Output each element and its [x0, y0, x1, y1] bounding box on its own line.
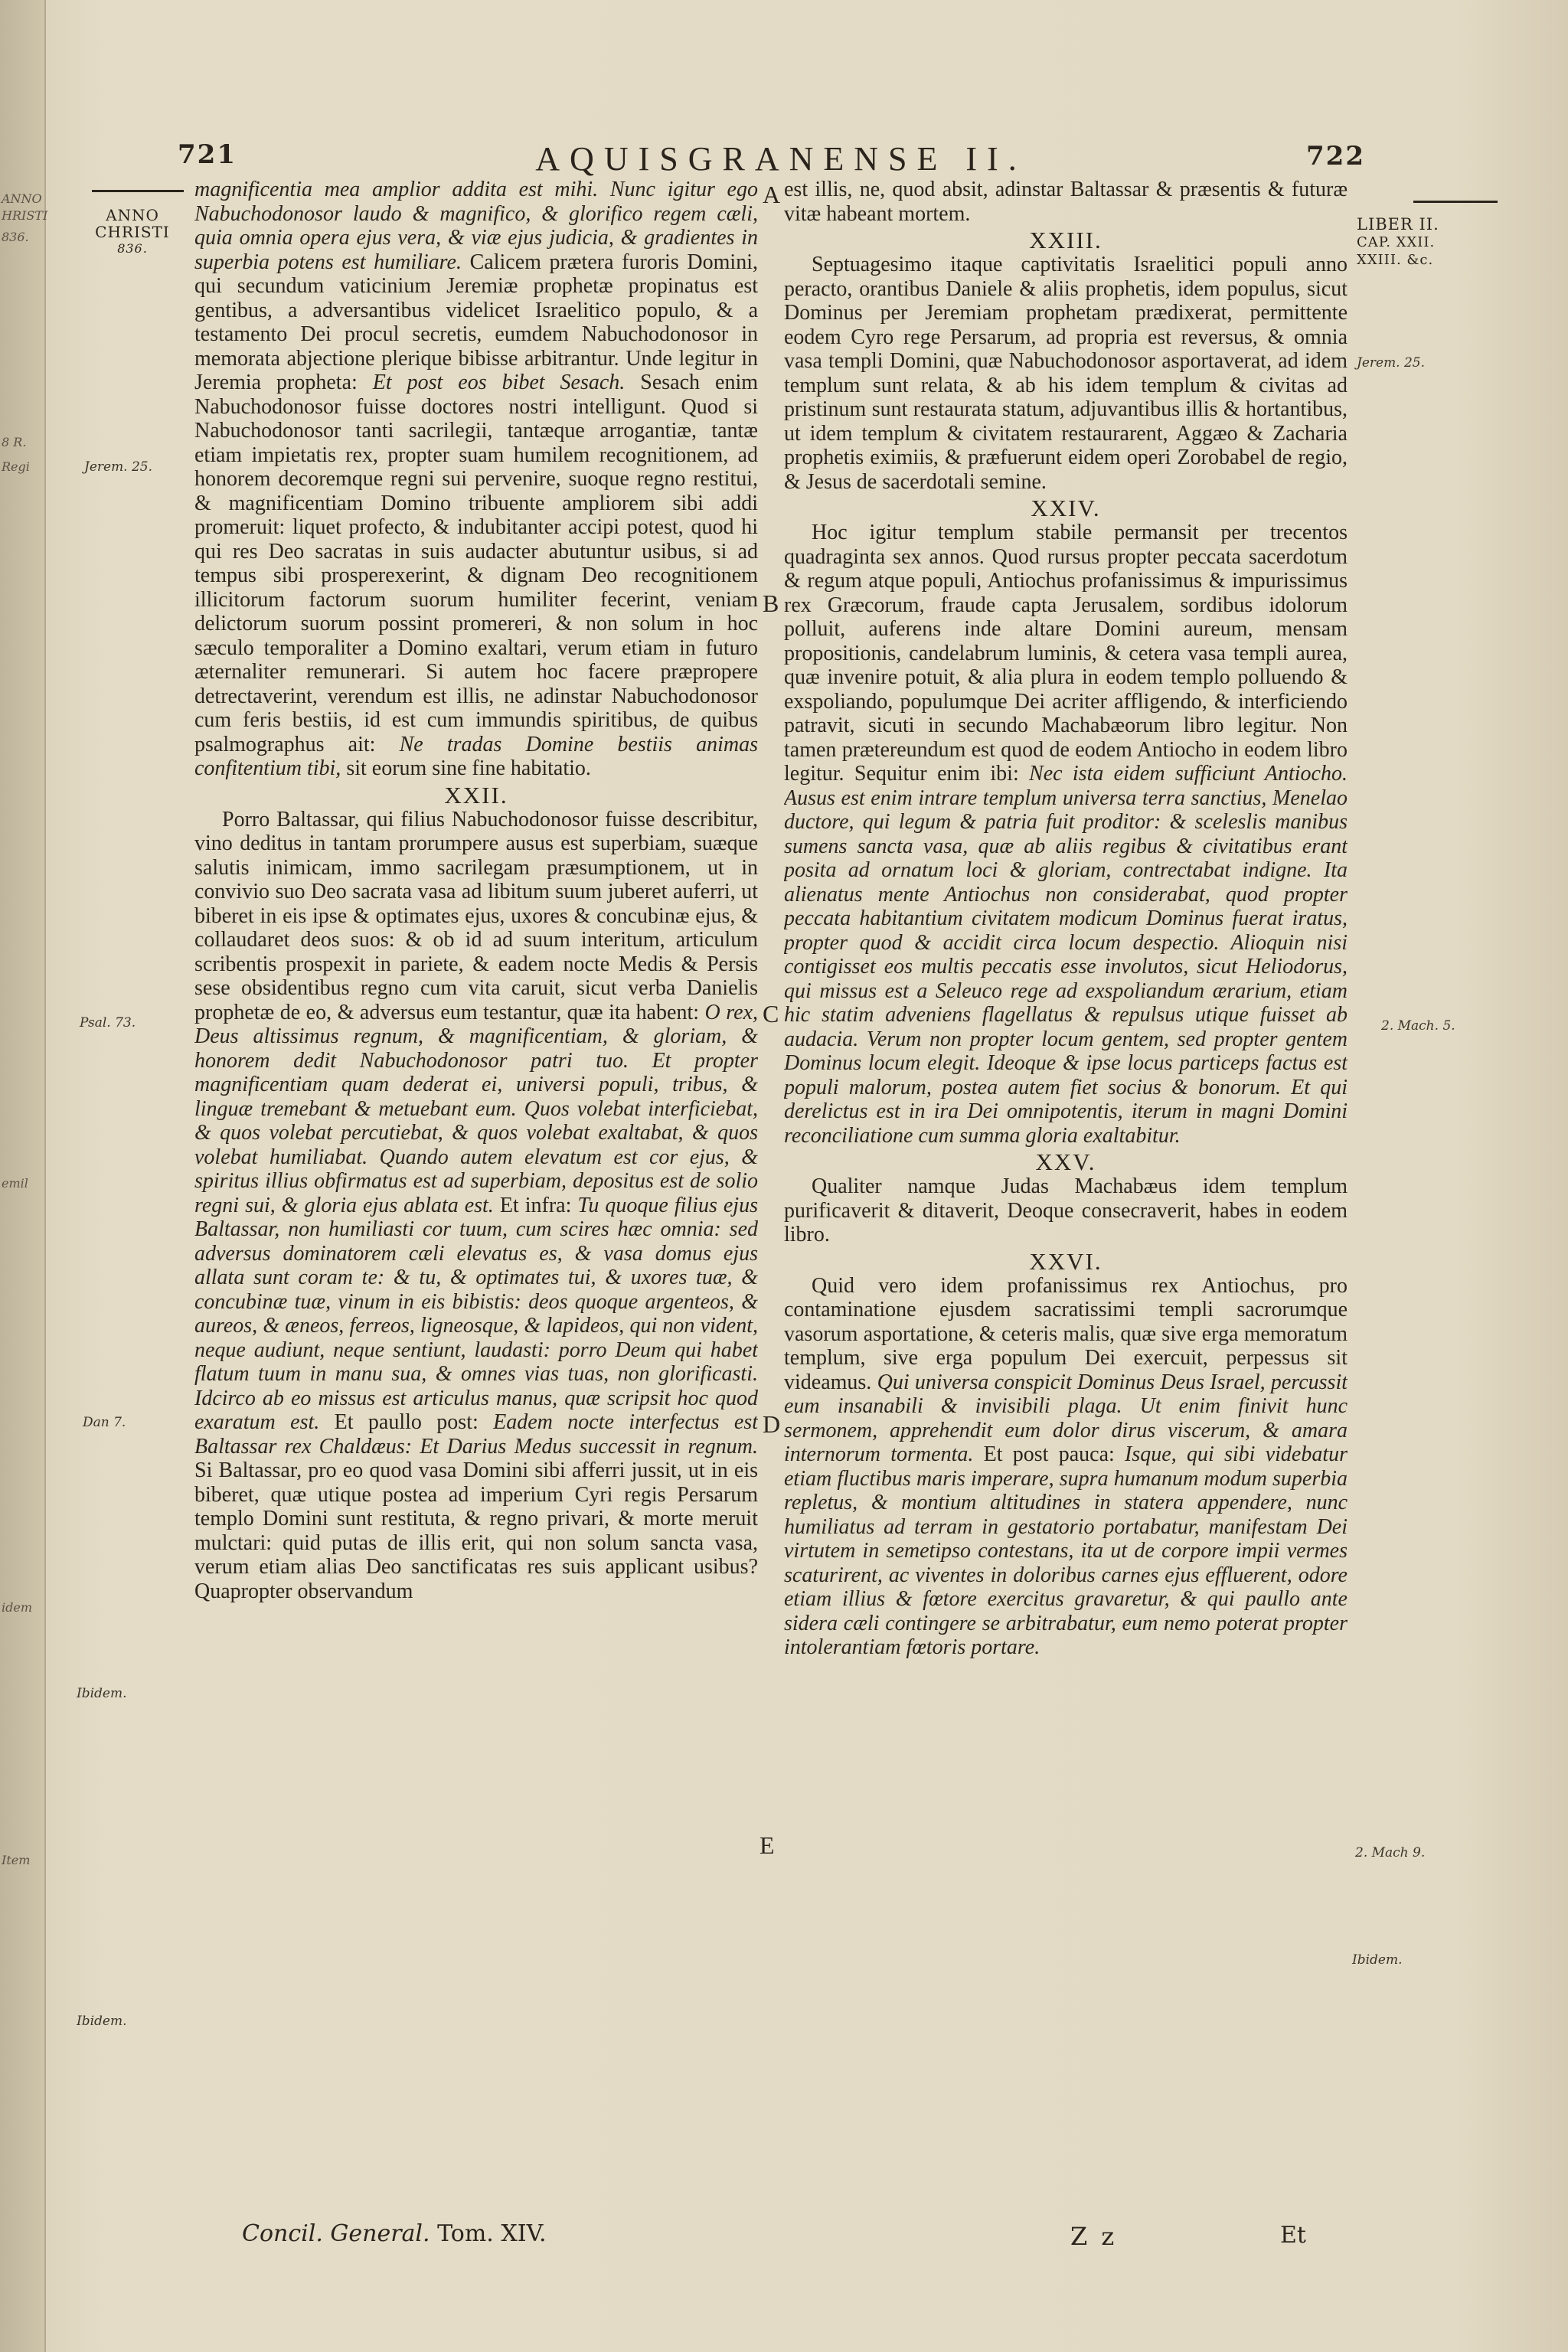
anno-year: 836.	[117, 241, 148, 256]
header-rule-right	[1413, 201, 1498, 203]
right-column	[784, 178, 1348, 2245]
christi-label: CHRISTI	[95, 223, 170, 241]
section-letter: D	[763, 1410, 781, 1438]
chapter-heading: XXVI.	[1029, 1247, 1102, 1275]
section-letter: A	[763, 181, 781, 208]
margin-note: 2. Mach. 5.	[1381, 1018, 1455, 1034]
margin-note: Dan 7.	[83, 1415, 126, 1430]
left-column	[194, 178, 758, 2245]
liber-label: LIBER II.	[1357, 215, 1439, 234]
cap-label-cont: XXIII. &c.	[1357, 252, 1434, 268]
paragraph: Porro Baltassar, qui filius Nabuchodonosor fuisse describitur, vino deditus in tantam prorumpere ausus est superbiam, suæque salutis inimicam, immo sacrilegam præsumptionem, ut in convivio suo Deo sacrata vasa ad libitum suum juberet auferri, ut biberet in eis ipse & optimates ejus, uxores & concubinæ ejus, & collaudaret deos suos: & ob id ad suum interitum, articulum scribentis prospexit in pariete, & eadem nocte Medis & Persis sese obsidentibus regno cum vita caruit, sicut verba Danielis prophetæ de eo, & adversus eum testantur, quæ ita habent: O rex, Deus altissimus regnum, & magnificentiam, & gloriam, & honorem dedit Nabuchodonosor patri tuo. Et propter magnificentiam quam dederat ei, universi populi, tribus, & linguæ tremebant & metuebant eum. Quos volebat interficiebat, & quos volebat percutiebat, & quos volebat exaltabat, & quos volebat humiliabat. Quando autem elevatum est cor ejus, & spiritus illius obfirmatus est ad superbiam, depositus est de solio regni sui, & gloria ejus ablata est. Et infra: Tu quoque filius ejus Baltassar, non humiliasti cor tuum, cum scires hæc omnia: sed adversus dominatorem cæli elevatus es, & vasa domus ejus allata sunt coram te: & tu, & optimates tui, & uxores tuæ, & concubinæ tuæ, vinum in eis bibistis: deos quoque argenteos, & aureos, & æneos, ferreos, ligneosque, & lapideos, qui non vident, neque audiunt, neque sentiunt, laudasti: porro Deum qui habet flatum tuum in manu sua, & omnes vias tuas, non glorificasti. Idcirco ab eo missus est articulus manus, quæ scripsit hoc quod exaratum est. Et paullo post: Eadem nocte interfectus est Baltassar rex Chaldæus: Et Darius Medus successit in regnum. Si Baltassar, pro eo quod vasa Domini sibi afferri jussit, ut in eis biberet, quæ utique postea ad imperium Cyri regis Persarum templo Domini sunt restituta, & regno privari, & morte meruit mulctari: quid putas de illis erit, qui non solum sancta vasa, verum etiam alias Deo sanctificatas res suis applicant usibus? Quapropter observandum	[194, 807, 758, 1603]
chapter-heading: XXIV.	[1031, 495, 1101, 521]
paragraph: Hoc igitur templum stabile permansit per trecentos quadraginta sex annos. Quod rursus propter peccata sacerdotum & regum atque populi, Antiochus profanissimus & impurissimus rex Græcorum, fraude capta Jerusalem, sordibus idolorum polluit, auferens inde altare Domini aureum, mensam propositionis, candelabrum luminis, & cetera vasa templi aurea, quæ invenire potuit, & alia plura in eodem templo polluendo & exspoliando, populumque Dei acriter affligendo, & interficiendo patravit, sicuti in secundo Machabæorum libro legitur. Non tamen prætereundum est quod de eodem Antiocho in eodem libro legitur. Sequitur enim ibi: Nec ista eidem sufficiunt Antiocho. Ausus est enim intrare templum universa terra sanctius, Menelao ductore, qui legum & patria fuit proditor: & sceleslis manibus sumens sancta vasa, quæ ab aliis regibus & civitatibus erant posita ad ornatum loci & gloriam, contrectabat indigne. Ita alienatus mente Antiochus non considerabat, quod propter peccata habitantium civitatem modicum Dominus fuerat iratus, propter quod & accidit circa locum despectio. Alioquin nisi contigisset eos multis peccatis esse involutos, sicut Heliodorus, qui missus est a Seleuco rege ad exspoliandum ærarium, etiam hic statim adveniens flagellatus & repulsus utique fuisset ab audacia. Verum non propter locum gentem, sed propter gentem Dominus locum elegit. Ideoque & ipse locus particeps factus est populi malorum, postea autem fiet socius & bonorum. Et qui derelictus est in ira Dei omnipotentis, iterum in magni Domini reconciliatione cum summa gloria exaltabitur.	[784, 521, 1348, 1148]
chapter-heading: XXV.	[1035, 1148, 1096, 1175]
paragraph: Qualiter namque Judas Machabæus idem templum purificaverit & ditaverit, Deoque consecraverit, habes in eodem libro.	[784, 1174, 1348, 1246]
margin-anno-christi	[75, 207, 190, 257]
paragraph: est illis, ne, quod absit, adinstar Baltassar & præsentis & futuræ vitæ habeant mortem.	[784, 178, 1348, 226]
prev-page-fragment: ANNO	[2, 191, 42, 206]
margin-note: Ibidem.	[77, 1686, 127, 1701]
section-letter: B	[763, 590, 779, 617]
prev-page-fragment: Item	[2, 1853, 31, 1867]
section-letter: C	[763, 1000, 779, 1027]
prev-page-fragment: 8 R.	[2, 435, 27, 449]
margin-note: Psal. 73.	[80, 1015, 136, 1031]
signature-mark: Z z	[1070, 2222, 1118, 2251]
section-letter: E	[760, 1831, 775, 1859]
margin-note: Ibidem.	[1352, 1952, 1403, 1968]
page-number-right: 722	[1306, 141, 1365, 172]
margin-note: Ibidem.	[77, 2014, 127, 2029]
running-header	[0, 139, 1568, 179]
margin-note: 2. Mach 9.	[1355, 1845, 1426, 1860]
prev-page-fragment: 836.	[2, 230, 29, 244]
margin-note: Jerem. 25.	[1357, 355, 1426, 371]
footer-source: Concil. General. Tom. XIV.	[242, 2220, 547, 2247]
chapter-heading: XXII.	[444, 781, 508, 808]
paragraph: magnificentia mea amplior addita est mihi. Nunc igitur ego Nabuchodonosor laudo & magnifico, & glorifico regem cæli, quia omnia opera ejus vera, & viæ ejus judicia, & gradientes in superbia potens est humiliare. Calicem prætera furoris Domini, qui secundum vaticinium Jeremiæ prophetæ propinatus est gentibus, a adversantibus videlicet Israelitico populo, & a testamento Dei procul secretis, eumdem Nabuchodonosor in memorata abjectione plerique bibisse arbitrantur. Unde legitur in Jeremia propheta: Et post eos bibet Sesach. Sesach enim Nabuchodonosor fuisse doctores nostri intelligunt. Quod si Nabuchodonosor tanti sacrilegii, tantæque arrogantiæ, tantæ etiam impietatis rex, propter suam humilem recognitionem, ad honorem decoremque regni sui pervenire, suoque regno restitui, & magnificentiam Domino tribuente ampliorem sibi addi promeruit: liquet profecto, & indubitanter accipi potest, quod hi qui res Deo sacratas in suis audacter abutuntur usibus, si ad tempus sibi prosperexerint, & dignam Deo recognitionem illicitorum factorum suorum humiliter fecerint, veniam delictorum suorum possint promereri, & non solum in hoc sæculo temporaliter a Domino exaltari, verum etiam in futuro æternaliter remunerari. Si autem hoc facere præpropere detrectaverint, verendum est illis, ne adinstar Nabuchodonosor cum feris bestiis, id est cum immundis spiritibus, de quibus psalmographus ait: Ne tradas Domine bestiis animas confitentium tibi, sit eorum sine fine habitatio.	[194, 178, 758, 780]
catchword: Et	[1280, 2222, 1306, 2249]
prev-page-fragment: idem	[2, 1600, 32, 1615]
margin-note: Jerem. 25.	[84, 459, 153, 475]
header-rule-left	[92, 190, 184, 192]
cap-label: CAP. XXII.	[1357, 234, 1436, 250]
paragraph: Quid vero idem profanissimus rex Antiochus, pro contaminatione ejusdem sacratissimi templi sacrorumque vasorum asportatione, & ceteris malis, quæ sive erga memoratum templum, sive erga populum Dei exercuit, perpessus sit videamus. Qui universa conspicit Dominus Deus Israel, percussit eum insanabili & invisibili plaga. Ut enim finivit hunc sermonem, apprehendit eum dolor dirus viscerum, & amara internorum tormenta. Et post pauca: Isque, qui sibi videbatur etiam fluctibus maris imperare, supra humanum modum superbia repletus, & montium altitudines in statera appendere, nunc humiliatus ad terram in gestatorio portabatur, manifestam Dei virtutem in semetipso contestans, ita ut de corpore impii vermes scaturirent, ac viventes in doloribus carnes ejus effluerent, odore etiam illius & fœtore exercitus gravaretur, & qui paullo ante sidera cæli contingere se arbitrabatur, eum nemo poterat propter intolerantiam fœtoris portare.	[784, 1273, 1348, 1659]
anno-label: ANNO	[106, 206, 159, 224]
margin-liber-cap	[1357, 216, 1464, 269]
chapter-heading: XXIII.	[1029, 227, 1102, 253]
prev-page-fragment: HRISTI	[2, 208, 48, 223]
prev-page-fragment: emil	[2, 1176, 28, 1191]
previous-page-edge	[0, 0, 46, 2352]
page-number-left: 721	[178, 139, 237, 170]
running-title: AQUISGRANENSE II.	[535, 140, 1027, 178]
prev-page-fragment: Regi	[2, 459, 30, 474]
paragraph: Septuagesimo itaque captivitatis Israelitici populi anno peracto, orantibus Daniele & aliis prophetis, idem populus, sicut Dominus per Jeremiam prophetam prædixerat, permittente eodem Cyro rege Persarum, ad propria est reversus, & omnia vasa templi Domini, quæ Nabuchodonosor asportaverat, ad idem templum sunt relata, & ab his idem templum & civitas ad pristinum sunt restaurata statum, adjuvantibus illis & hortantibus, ut idem templum & civitatem restaurarent, Aggæo & Zacharia prophetis eximiis, & præfuerunt eidem operi Zorobabel de regio, & Jesus de sacerdotali semine.	[784, 253, 1348, 494]
